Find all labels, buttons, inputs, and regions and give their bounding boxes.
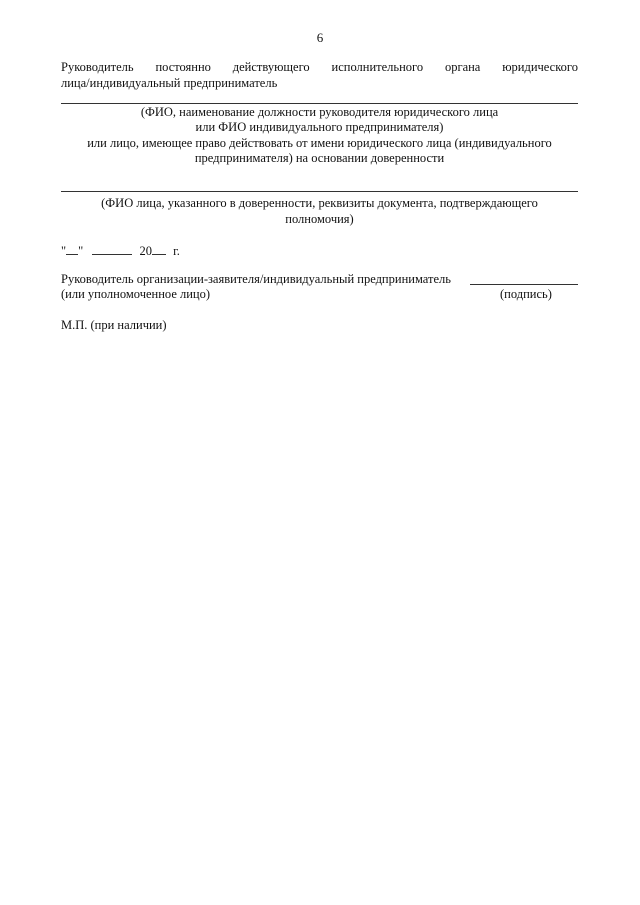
caption-proxy-line-1: или лицо, имеющее право действовать от имени юридического лица (индивидуального (87, 136, 552, 150)
fill-line-head[interactable] (61, 103, 578, 104)
head-line-2: лица/индивидуальный предприниматель (61, 76, 278, 90)
month-blank[interactable] (92, 243, 132, 255)
head-word: органа (444, 60, 481, 74)
year-blank[interactable] (152, 243, 166, 255)
head-word: исполнительного (331, 60, 424, 74)
caption-proxy-details-line-1: (ФИО лица, указанного в доверенности, реквизиты документа, подтверждающего (101, 196, 538, 210)
date-line (61, 243, 180, 259)
head-word: постоянно (155, 60, 211, 74)
head-word: действующего (232, 60, 310, 74)
date-open-quote: " (61, 244, 67, 258)
day-blank[interactable] (66, 243, 78, 255)
year-suffix: г. (173, 244, 180, 258)
fill-line-proxy[interactable] (61, 191, 578, 192)
page-number: 6 (316, 30, 324, 45)
head-word: Руководитель (61, 60, 134, 74)
signature-fill-line[interactable] (470, 284, 578, 285)
signature-caption: (подпись) (500, 287, 552, 301)
stamp-label: М.П. (при наличии) (61, 318, 167, 332)
caption-proxy-details-line-2: полномочия) (285, 212, 354, 226)
caption-proxy-line-2: предпринимателя) на основании доверенности (194, 151, 445, 165)
year-prefix: 20 (139, 244, 152, 258)
head-line-1 (61, 60, 578, 75)
date-close-quote: " (78, 244, 84, 258)
head-word: юридического (502, 60, 578, 74)
caption-head-line-2: или ФИО индивидуального предпринимателя) (195, 120, 444, 134)
signatory-line-2: (или уполномоченное лицо) (61, 287, 211, 301)
caption-head-line-1: (ФИО, наименование должности руководителя юридического лица (140, 105, 499, 119)
signatory-line-1: Руководитель организации-заявителя/индивидуальный предприниматель (61, 272, 451, 286)
